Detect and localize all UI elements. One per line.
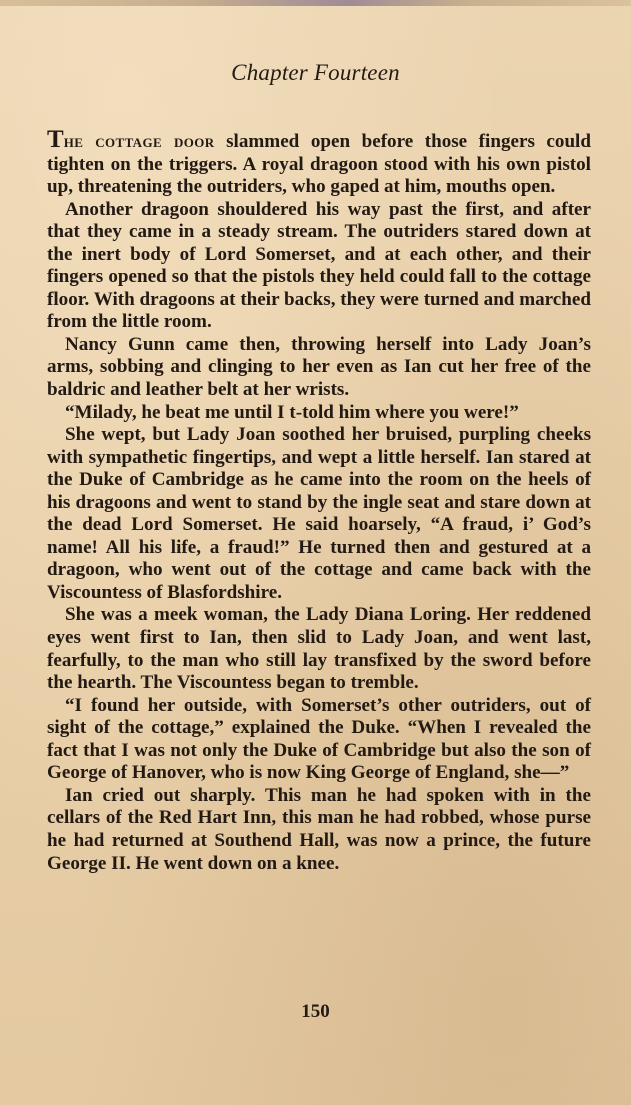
paragraph-7: “I found her outside, with Somerset’s other outriders, out of sight of the cottage,” explained the Duke. “When I revealed the fact that I was not only the Duke of Cambridge but also the son of George of Hanover, who is now King George of England, she—” [47, 694, 591, 784]
drop-letter: T [47, 126, 64, 153]
chapter-title: Chapter Fourteen [231, 60, 400, 85]
body-text [47, 126, 591, 875]
paragraph-6: She was a meek woman, the Lady Diana Loring. Her reddened eyes went first to Ian, then slid to Lady Joan, and went last, fearfully, to the man who still lay transfixed by the sword before the hearth. The Viscountess began to tremble. [47, 604, 591, 694]
paragraph-2: Another dragoon shouldered his way past the first, and after that they came in a steady stream. The outriders stared down at the inert body of Lord Somerset, and at each other, and their fingers opened so that the pistols they held could fall to the cottage floor. With dragoons at their backs, they were turned and marched from the little room. [47, 198, 591, 333]
small-caps-lead: he cottage door [63, 131, 215, 152]
paragraph-8: Ian cried out sharply. This man he had spoken with in the cellars of the Red Hart Inn, this man he had robbed, whose purse he had returned at Southend Hall, was now a prince, the future George II. He went down on a knee. [47, 784, 591, 874]
page-number: 150 [301, 1001, 330, 1022]
paragraph-3: Nancy Gunn came then, throwing herself into Lady Joan’s arms, sobbing and clinging to her even as Ian cut her free of the baldric and leather belt at her wrists. [47, 333, 591, 401]
paragraph-1 [47, 126, 591, 199]
paragraph-5: She wept, but Lady Joan soothed her bruised, purpling cheeks with sympathetic fingertips, and wept a little herself. Ian stared at the Duke of Cambridge as he came into the room on the heels of his dragoons and went to stand by the ingle seat and stare down at the dead Lord Somerset. He said hoarsely, “A fraud, i’ God’s name! All his life, a fraud!” He turned then and gestured at a dragoon, who went out of the cottage and came back with the Viscountess of Blasfordshire. [47, 424, 591, 603]
paragraph-1-text: slammed open before those fingers could tighten on the triggers. A royal dragoon stood with his own pistol up, threatening the outriders, who gaped at him, mouths open. [47, 131, 591, 198]
paragraph-4: “Milady, he beat me until I t-told him where you were!” [65, 401, 519, 423]
page-top-edge [0, 0, 631, 6]
